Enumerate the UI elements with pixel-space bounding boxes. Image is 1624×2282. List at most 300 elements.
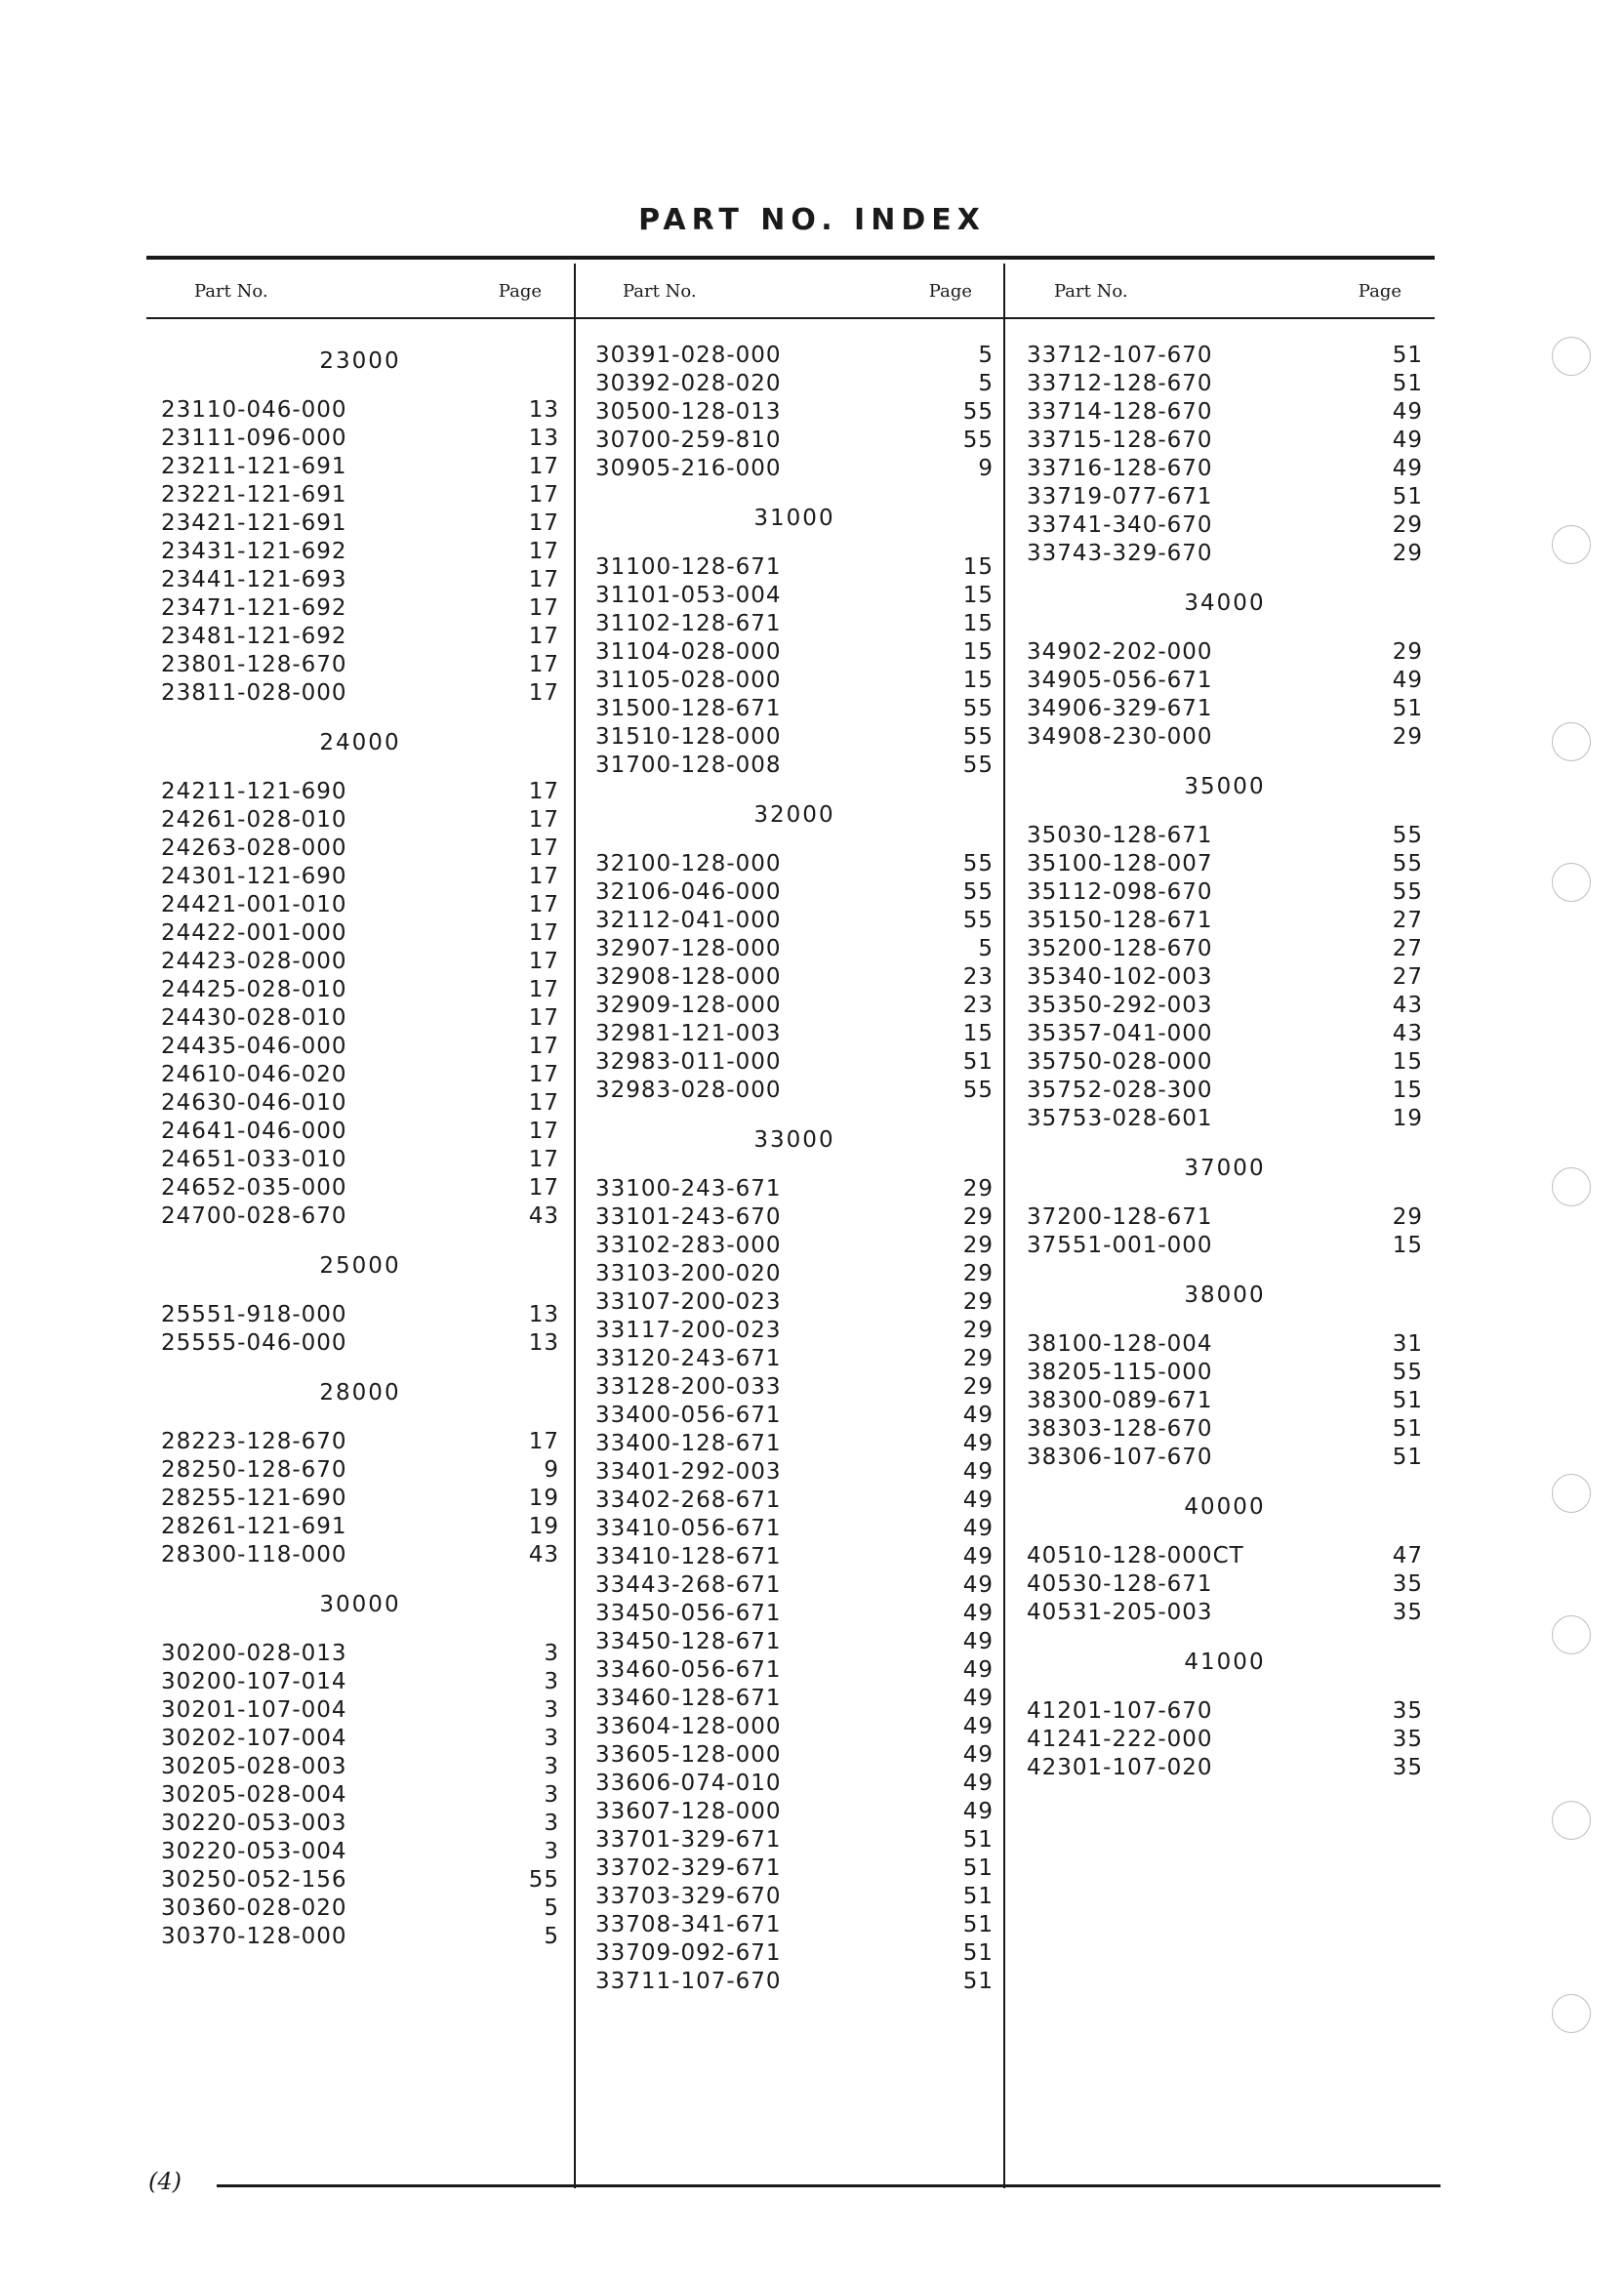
group-spacer <box>595 835 994 850</box>
page-reference: 49 <box>962 1572 994 1598</box>
part-number: 30250-052-156 <box>161 1867 347 1893</box>
page-reference: 29 <box>1392 512 1423 538</box>
page-reference: 51 <box>962 1049 994 1075</box>
group-spacer <box>1027 568 1423 584</box>
part-number: 23801-128-670 <box>161 652 347 677</box>
page-reference: 31 <box>1392 1331 1423 1357</box>
page-reference: 5 <box>544 1924 559 1949</box>
page-reference: 49 <box>1392 668 1423 693</box>
page-reference: 51 <box>962 1940 994 1966</box>
page-reference: 3 <box>544 1754 559 1779</box>
page-reference: 5 <box>544 1895 559 1921</box>
index-entry <box>161 1033 559 1061</box>
punch-hole <box>1552 337 1591 376</box>
page-reference: 55 <box>528 1867 559 1893</box>
index-entry <box>595 1628 994 1656</box>
page-reference: 13 <box>528 426 559 451</box>
page-reference: 29 <box>1392 639 1423 665</box>
page-reference: 43 <box>1392 993 1423 1018</box>
index-entry <box>161 1696 559 1725</box>
index-entry <box>161 1118 559 1146</box>
group-spacer <box>1027 1527 1423 1542</box>
index-entry <box>1027 1020 1423 1048</box>
page-reference: 55 <box>1392 823 1423 848</box>
index-entry <box>595 1402 994 1430</box>
part-number: 31102-128-671 <box>595 611 782 636</box>
index-entry <box>595 398 994 427</box>
index-entry <box>1027 427 1423 455</box>
index-entry <box>1027 1359 1423 1387</box>
group-heading: 41000 <box>1184 1650 1266 1675</box>
page-reference: 9 <box>978 456 994 481</box>
page-reference: 51 <box>1392 1445 1423 1470</box>
index-entry <box>595 1515 994 1543</box>
part-number: 30220-053-003 <box>161 1811 347 1836</box>
group-spacer <box>1027 806 1423 822</box>
index-entry <box>161 976 559 1004</box>
part-number: 33606-074-010 <box>595 1771 782 1796</box>
group-spacer <box>1027 1133 1423 1149</box>
part-number: 30905-216-000 <box>595 456 782 481</box>
index-entry <box>161 1004 559 1033</box>
index-entry <box>595 723 994 752</box>
group-spacer <box>161 381 559 396</box>
group-spacer <box>595 538 994 553</box>
part-number: 33401-292-003 <box>595 1459 782 1485</box>
index-entry <box>161 481 559 509</box>
group-spacer <box>1027 752 1423 767</box>
part-number: 33712-128-670 <box>1027 371 1213 396</box>
part-number: 33716-128-670 <box>1027 456 1213 481</box>
part-number: 24421-001-010 <box>161 892 347 917</box>
index-entry <box>1027 483 1423 511</box>
part-number: 40531-205-003 <box>1027 1600 1213 1625</box>
part-number: 33743-329-670 <box>1027 541 1213 566</box>
part-number: 24301-121-690 <box>161 864 347 889</box>
group-heading: 32000 <box>753 802 835 828</box>
group-heading: 35000 <box>1184 774 1266 799</box>
index-entry <box>595 1458 994 1487</box>
index-entry <box>161 1202 559 1231</box>
page-reference: 9 <box>544 1457 559 1483</box>
page-reference: 49 <box>962 1714 994 1739</box>
part-number: 28223-128-670 <box>161 1429 347 1454</box>
part-number: 33450-128-671 <box>595 1629 782 1654</box>
index-entry <box>1027 1415 1423 1444</box>
punch-hole <box>1552 1994 1591 2033</box>
part-number: 32907-128-000 <box>595 936 782 961</box>
page-reference: 49 <box>962 1799 994 1824</box>
part-number: 24652-035-000 <box>161 1175 347 1201</box>
index-entry <box>161 425 559 453</box>
part-number: 30700-259-810 <box>595 428 782 453</box>
part-number: 33402-268-671 <box>595 1487 782 1513</box>
page-reference: 55 <box>962 851 994 876</box>
page-reference: 15 <box>1392 1049 1423 1075</box>
column-divider <box>1003 264 1005 2188</box>
part-number: 23421-121-691 <box>161 510 347 536</box>
index-entry <box>161 1456 559 1485</box>
part-number: 34908-230-000 <box>1027 724 1213 750</box>
page-reference: 49 <box>962 1686 994 1711</box>
index-entry <box>595 1288 994 1317</box>
part-number: 35100-128-007 <box>1027 851 1213 876</box>
index-entry <box>595 455 994 483</box>
index-entry <box>595 1048 994 1077</box>
index-entry <box>161 778 559 806</box>
page-reference: 55 <box>962 753 994 778</box>
page-reference: 35 <box>1392 1571 1423 1597</box>
page-reference: 49 <box>962 1601 994 1626</box>
group-spacer <box>595 483 994 499</box>
index-entry <box>1027 1048 1423 1077</box>
group-spacer <box>161 1285 559 1301</box>
page-reference: 35 <box>1392 1755 1423 1780</box>
page-reference: 15 <box>962 639 994 665</box>
index-entry <box>161 1485 559 1513</box>
index-entry <box>1027 1599 1423 1627</box>
index-entry <box>595 1600 994 1628</box>
group-spacer <box>595 1160 994 1175</box>
index-entry <box>161 1668 559 1696</box>
index-entry <box>1027 455 1423 483</box>
part-number: 31500-128-671 <box>595 696 782 721</box>
index-entry <box>1027 1387 1423 1415</box>
page-reference: 49 <box>962 1657 994 1683</box>
column-header <box>161 264 559 316</box>
page-reference: 35 <box>1392 1698 1423 1724</box>
part-number: 24422-001-000 <box>161 920 347 946</box>
group-heading: 24000 <box>319 730 401 755</box>
group-spacer <box>595 1105 994 1121</box>
index-entry <box>595 1077 994 1105</box>
index-entry <box>1027 370 1423 398</box>
page-reference: 17 <box>528 920 559 946</box>
part-number: 33443-268-671 <box>595 1572 782 1598</box>
index-entry <box>595 752 994 780</box>
group-heading: 23000 <box>319 348 401 374</box>
index-entry <box>595 667 994 695</box>
part-number: 35350-292-003 <box>1027 993 1213 1018</box>
group-heading: 40000 <box>1184 1494 1266 1520</box>
part-number: 35752-028-300 <box>1027 1078 1213 1103</box>
index-entry <box>595 1571 994 1600</box>
part-number: 23431-121-692 <box>161 539 347 564</box>
page-reference: 17 <box>528 1062 559 1087</box>
index-column-3 <box>1027 264 1423 1780</box>
index-entry <box>595 1020 994 1048</box>
page-reference: 15 <box>962 668 994 693</box>
page-reference: 27 <box>1392 964 1423 990</box>
part-number: 38300-089-671 <box>1027 1388 1213 1413</box>
index-entry <box>595 1854 994 1883</box>
page-reference: 51 <box>962 1969 994 1994</box>
part-number: 33450-056-671 <box>595 1601 782 1626</box>
part-number: 35112-098-670 <box>1027 879 1213 905</box>
group-spacer <box>161 1231 559 1246</box>
index-entry <box>1027 1203 1423 1232</box>
column-header <box>1027 264 1423 316</box>
page-reference: 49 <box>962 1544 994 1569</box>
index-entry <box>595 1741 994 1770</box>
index-entry <box>595 1883 994 1911</box>
page-reference: 29 <box>962 1176 994 1202</box>
index-entry <box>595 1487 994 1515</box>
part-number: 33711-107-670 <box>595 1969 782 1994</box>
index-entry <box>161 1089 559 1118</box>
punch-hole <box>1552 525 1591 564</box>
page-reference: 5 <box>978 343 994 368</box>
page-reference: 13 <box>528 397 559 423</box>
group-spacer <box>161 1569 559 1585</box>
page-reference: 29 <box>962 1374 994 1400</box>
group-heading: 34000 <box>1184 591 1266 616</box>
page-reference: 17 <box>528 835 559 861</box>
index-entry <box>1027 723 1423 752</box>
index-entry <box>595 992 994 1020</box>
page-reference: 51 <box>1392 343 1423 368</box>
part-number: 30202-107-004 <box>161 1726 347 1751</box>
index-entry <box>595 935 994 963</box>
part-number: 24430-028-010 <box>161 1005 347 1031</box>
part-number: 34902-202-000 <box>1027 639 1213 665</box>
part-number: 30370-128-000 <box>161 1924 347 1949</box>
page-reference: 17 <box>528 1119 559 1144</box>
part-number: 33410-056-671 <box>595 1516 782 1541</box>
index-entry <box>161 1428 559 1456</box>
index-entry <box>1027 1232 1423 1260</box>
column-divider <box>574 264 576 2188</box>
part-number: 37551-001-000 <box>1027 1233 1213 1258</box>
page-reference: 17 <box>528 595 559 621</box>
part-number: 33703-329-670 <box>595 1884 782 1909</box>
punch-hole <box>1552 863 1591 902</box>
index-entry <box>595 638 994 667</box>
group-spacer <box>1027 1472 1423 1487</box>
part-number: 35750-028-000 <box>1027 1049 1213 1075</box>
index-entry <box>595 610 994 638</box>
page-reference: 17 <box>528 624 559 649</box>
part-number: 34906-329-671 <box>1027 696 1213 721</box>
page-reference: 55 <box>1392 851 1423 876</box>
index-entry <box>1027 992 1423 1020</box>
part-number: 33714-128-670 <box>1027 399 1213 425</box>
page-reference: 17 <box>528 1429 559 1454</box>
page-reference: 29 <box>962 1289 994 1315</box>
index-entry <box>161 863 559 891</box>
page-reference: 23 <box>962 993 994 1018</box>
group-spacer <box>161 1412 559 1428</box>
part-number: 41201-107-670 <box>1027 1698 1213 1724</box>
part-number: 33460-128-671 <box>595 1686 782 1711</box>
part-number: 33101-243-670 <box>595 1204 782 1230</box>
part-number: 24700-028-670 <box>161 1203 347 1229</box>
part-number: 32100-128-000 <box>595 851 782 876</box>
part-number: 31101-053-004 <box>595 583 782 608</box>
part-number: 33117-200-023 <box>595 1318 782 1343</box>
index-entry <box>595 1543 994 1571</box>
part-number: 32983-028-000 <box>595 1078 782 1103</box>
page-reference: 13 <box>528 1302 559 1327</box>
page-reference: 3 <box>544 1669 559 1694</box>
index-entry <box>595 370 994 398</box>
page-reference: 5 <box>978 936 994 961</box>
page-reference: 27 <box>1392 936 1423 961</box>
index-entry <box>1027 1105 1423 1133</box>
page-reference: 49 <box>1392 428 1423 453</box>
index-entry <box>1027 1726 1423 1754</box>
part-number: 23441-121-693 <box>161 567 347 592</box>
bottom-rule <box>217 2184 1441 2187</box>
part-number: 37200-128-671 <box>1027 1204 1213 1230</box>
page-reference: 55 <box>962 908 994 933</box>
index-column-2 <box>595 264 994 1994</box>
index-entry <box>161 1866 559 1895</box>
page-reference: 51 <box>1392 696 1423 721</box>
index-entry <box>161 1810 559 1838</box>
part-number: 38205-115-000 <box>1027 1360 1213 1385</box>
index-entry <box>161 679 559 708</box>
index-entry <box>595 1175 994 1203</box>
group-spacer <box>1027 1627 1423 1643</box>
page-reference: 43 <box>528 1542 559 1568</box>
index-entry <box>1027 1754 1423 1782</box>
part-number: 33400-056-671 <box>595 1403 782 1428</box>
part-number: 33128-200-033 <box>595 1374 782 1400</box>
page-reference: 43 <box>528 1203 559 1229</box>
page-reference: 3 <box>544 1697 559 1723</box>
header-rule <box>1005 317 1435 319</box>
page-reference: 55 <box>962 428 994 453</box>
group-spacer <box>1027 1188 1423 1203</box>
page-reference: 17 <box>528 1090 559 1116</box>
index-entry <box>595 553 994 582</box>
index-entry <box>161 919 559 948</box>
page-reference: 17 <box>528 680 559 706</box>
index-entry <box>595 1232 994 1260</box>
page-reference: 3 <box>544 1782 559 1808</box>
part-number: 34905-056-671 <box>1027 668 1213 693</box>
index-entry <box>595 1260 994 1288</box>
page-reference: 51 <box>962 1827 994 1853</box>
part-number: 33702-329-671 <box>595 1855 782 1881</box>
index-entry <box>595 907 994 935</box>
top-rule <box>146 256 1435 260</box>
index-entry <box>595 1713 994 1741</box>
page-reference: 55 <box>962 696 994 721</box>
part-number: 25551-918-000 <box>161 1302 347 1327</box>
entries <box>1027 342 1423 1782</box>
index-entry <box>595 1373 994 1402</box>
index-entry <box>595 1317 994 1345</box>
index-entry <box>161 948 559 976</box>
index-entry <box>595 1685 994 1713</box>
index-entry <box>161 1541 559 1569</box>
part-number: 35340-102-003 <box>1027 964 1213 990</box>
part-number: 33107-200-023 <box>595 1289 782 1315</box>
header-rule <box>576 317 1003 319</box>
part-number: 24211-121-690 <box>161 779 347 804</box>
group-spacer <box>1027 1315 1423 1330</box>
part-number: 33715-128-670 <box>1027 428 1213 453</box>
index-entry <box>595 963 994 992</box>
page-reference: 51 <box>1392 371 1423 396</box>
part-number: 38303-128-670 <box>1027 1416 1213 1442</box>
page-reference: 3 <box>544 1839 559 1864</box>
index-entry <box>595 1968 994 1996</box>
page-reference: 17 <box>528 779 559 804</box>
page-reference: 49 <box>1392 456 1423 481</box>
part-number: 25555-046-000 <box>161 1330 347 1356</box>
index-entry <box>1027 342 1423 370</box>
part-number: 30201-107-004 <box>161 1697 347 1723</box>
part-number: 30205-028-004 <box>161 1782 347 1808</box>
page-reference: 17 <box>528 807 559 833</box>
part-number: 28255-121-690 <box>161 1486 347 1511</box>
part-number: 30391-028-000 <box>595 343 782 368</box>
part-number: 30200-107-014 <box>161 1669 347 1694</box>
index-entry <box>1027 1330 1423 1359</box>
index-entry <box>161 594 559 623</box>
index-entry <box>1027 1077 1423 1105</box>
part-number: 31100-128-671 <box>595 554 782 580</box>
page-reference: 15 <box>962 583 994 608</box>
part-number: 31105-028-000 <box>595 668 782 693</box>
part-number: 24425-028-010 <box>161 977 347 1002</box>
part-number: 33719-077-671 <box>1027 484 1213 509</box>
part-number: 42301-107-020 <box>1027 1755 1213 1780</box>
page-reference: 49 <box>962 1431 994 1456</box>
page-reference: 17 <box>528 864 559 889</box>
index-entry <box>161 1301 559 1329</box>
part-number: 23481-121-692 <box>161 624 347 649</box>
index-entry <box>595 850 994 878</box>
part-number: 30205-028-003 <box>161 1754 347 1779</box>
page-reference: 15 <box>962 554 994 580</box>
part-number: 32112-041-000 <box>595 908 782 933</box>
part-number: 33460-056-671 <box>595 1657 782 1683</box>
part-number: 32983-011-000 <box>595 1049 782 1075</box>
group-spacer <box>161 762 559 778</box>
part-number: 38306-107-670 <box>1027 1445 1213 1470</box>
part-number: 33605-128-000 <box>595 1742 782 1768</box>
part-number: 35030-128-671 <box>1027 823 1213 848</box>
part-no-header: Part No. <box>1054 281 1128 302</box>
part-number: 32909-128-000 <box>595 993 782 1018</box>
group-spacer <box>161 708 559 723</box>
part-number: 32908-128-000 <box>595 964 782 990</box>
page-header: Page <box>498 281 542 302</box>
index-entry <box>595 1770 994 1798</box>
page-number: (4) <box>148 2168 182 2195</box>
group-spacer <box>161 1358 559 1373</box>
index-entry <box>161 1923 559 1951</box>
index-entry <box>595 1203 994 1232</box>
index-entry <box>595 1656 994 1685</box>
index-entry <box>161 396 559 425</box>
group-heading: 38000 <box>1184 1283 1266 1308</box>
page-reference: 47 <box>1392 1543 1423 1569</box>
index-entry <box>161 1329 559 1358</box>
index-entry <box>595 878 994 907</box>
group-heading: 28000 <box>319 1380 401 1406</box>
index-entry <box>595 1911 994 1939</box>
page-reference: 49 <box>962 1459 994 1485</box>
page-reference: 27 <box>1392 908 1423 933</box>
part-number: 32106-046-000 <box>595 879 782 905</box>
page-reference: 29 <box>962 1346 994 1371</box>
part-number: 23221-121-691 <box>161 482 347 508</box>
